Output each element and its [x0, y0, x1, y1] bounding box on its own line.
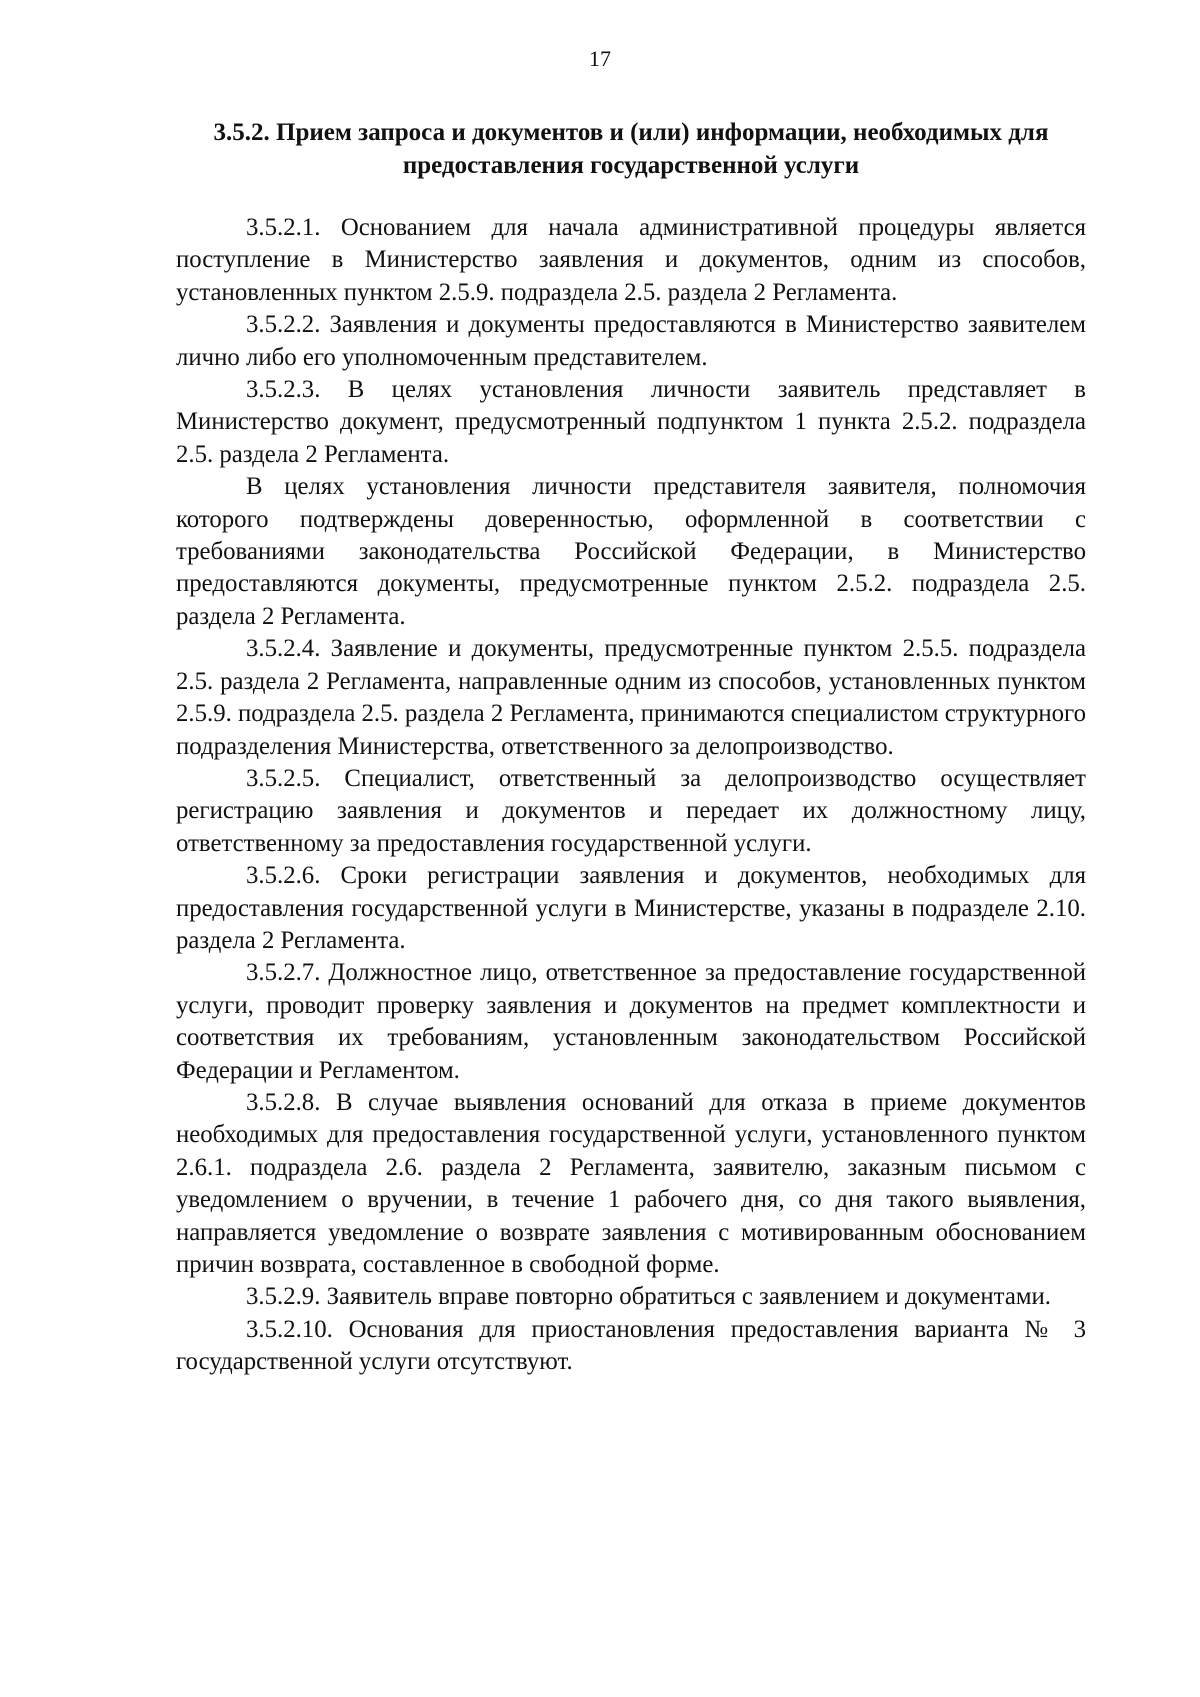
paragraph-representative-identity: В целях установления личности представителя заявителя, полномочия которого подтверждены доверенностью, оформленной в соответствии с требованиями законодательства Российской Федерации, в Министерство предоставляются документы, предусмотренные пунктом 2.5.2. подраздела 2.5. раздела 2 Регламента. [176, 473, 1086, 630]
paragraph-3-5-2-8: 3.5.2.8. В случае выявления оснований для отказа в приеме документов необходимых для предоставления государственной услуги, установленного пунктом 2.6.1. подраздела 2.6. раздела 2 Регламента, заявителю, заказным письмом с уведомлением о вручении, в течение 1 рабочего дня, со дня такого выявления, направляется уведомление о возврате заявления с мотивированным обоснованием причин возврата, составленное в свободной форме. [176, 1088, 1086, 1278]
paragraph-3-5-2-4: 3.5.2.4. Заявление и документы, предусмотренные пунктом 2.5.5. подраздела 2.5. раздела 2 Регламента, направленные одним из способов, установленных пунктом 2.5.9. подраздела 2.5. раздела 2 Регламента, принимаются специалистом структурного подразделения Министерства, ответственного за делопроизводство. [176, 635, 1086, 760]
section-heading-line-2: предоставления государственной услуги [402, 152, 860, 179]
paragraph-3-5-2-3: 3.5.2.3. В целях установления личности заявитель представляет в Министерство документ, предусмотренный подпунктом 1 пункта 2.5.2. подраздела 2.5. раздела 2 Регламента. [176, 376, 1086, 468]
page-number: 17 [589, 46, 611, 71]
paragraph-3-5-2-7: 3.5.2.7. Должностное лицо, ответственное за предоставление государственной услуги, проводит проверку заявления и документов на предмет комплектности и соответствия их требованиям, установленным законодательством Российской Федерации и Регламентом. [176, 959, 1086, 1084]
section-heading [176, 116, 1086, 182]
paragraph-3-5-2-10: 3.5.2.10. Основания для приостановления предоставления варианта № 3 государственной услуги отсутствуют. [176, 1315, 1086, 1376]
section-heading-line-1: 3.5.2. Прием запроса и документов и (или) информации, необходимых для [213, 119, 1049, 146]
paragraph-3-5-2-6: 3.5.2.6. Сроки регистрации заявления и документов, необходимых для предоставления государственной услуги в Министерстве, указаны в подразделе 2.10. раздела 2 Регламента. [176, 862, 1086, 954]
paragraph-3-5-2-9: 3.5.2.9. Заявитель вправе повторно обратиться с заявлением и документами. [246, 1283, 1051, 1311]
paragraph-3-5-2-1: 3.5.2.1. Основанием для начала административной процедуры является поступление в Министерство заявления и документов, одним из способов, установленных пунктом 2.5.9. подраздела 2.5. раздела 2 Регламента. [176, 214, 1086, 306]
body-text [176, 212, 1086, 1379]
paragraph-3-5-2-2: 3.5.2.2. Заявления и документы предоставляются в Министерство заявителем лично либо его уполномоченным представителем. [176, 311, 1086, 371]
paragraph-3-5-2-5: 3.5.2.5. Специалист, ответственный за делопроизводство осуществляет регистрацию заявления и документов и передает их должностному лицу, ответственному за предоставления государственной услуги. [176, 764, 1086, 857]
